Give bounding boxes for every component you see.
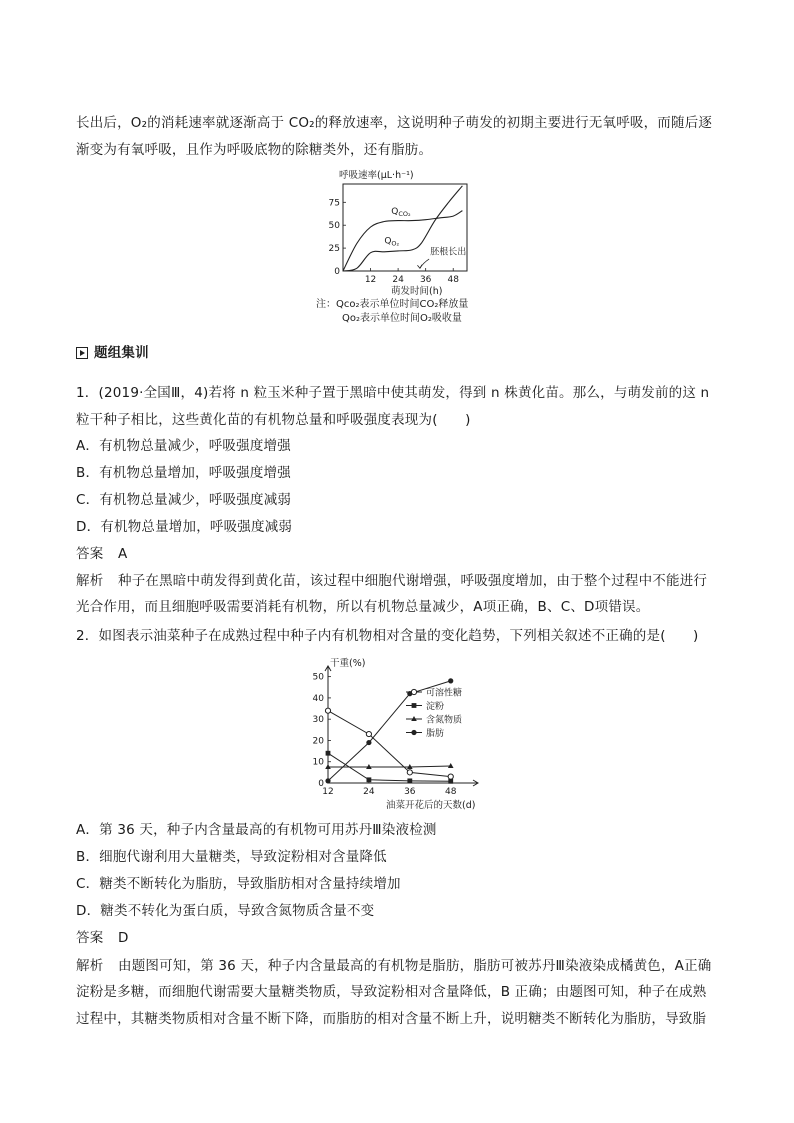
section-title: 题组集训 — [94, 345, 149, 361]
chart2-point-0-0 — [325, 708, 330, 713]
respiration-rate-chart — [325, 166, 475, 300]
chart2-point-3-0 — [325, 778, 330, 783]
chart1-xtick-label: 48 — [447, 275, 459, 285]
q1-option-b: B．有机物总量增加，呼吸强度增强 — [76, 465, 291, 481]
annotation-arrow — [420, 259, 429, 268]
legend-marker-3 — [411, 730, 416, 735]
chart2-xtick-label: 24 — [363, 787, 375, 797]
chart1-ytick-label: 75 — [328, 198, 340, 209]
legend-label-1: 淀粉 — [426, 702, 445, 712]
chart1-xtick-label: 12 — [364, 275, 377, 285]
chart1-xtick-label: 36 — [419, 275, 432, 285]
chart2-point-0-3 — [448, 774, 453, 779]
q1-analysis-label: 解析 — [76, 573, 104, 589]
chart2-xtick-label: 48 — [445, 787, 457, 797]
chart1-ylabel: 呼吸速率(μL·h⁻¹) — [339, 170, 414, 181]
chart2-point-1-0 — [326, 751, 331, 756]
qco2-label: $Q_{CO_2}$ — [391, 207, 411, 219]
legend-marker-1 — [412, 703, 417, 708]
chart2-ylabel: 干重(%) — [330, 658, 366, 669]
q2-option-d: D．糖类不转化为蛋白质，导致含氮物质含量不变 — [76, 903, 375, 919]
chart2-point-0-2 — [407, 770, 412, 775]
chart1-ytick-label: 0 — [334, 267, 340, 277]
chart2-point-1-1 — [367, 777, 372, 782]
chart2-xtick-label: 36 — [404, 787, 416, 797]
chart2-ytick-label: 50 — [312, 672, 324, 683]
qco2-curve — [343, 211, 462, 271]
chart2-point-0-1 — [366, 731, 371, 736]
chart2-point-1-2 — [407, 778, 412, 783]
chart1-ytick-label: 50 — [328, 221, 340, 232]
chart2-ytick-label: 10 — [312, 757, 324, 768]
q1-answer: A — [118, 546, 128, 562]
qo2-label: $Q_{O_2}$ — [384, 236, 400, 248]
q2-option-b: B．细胞代谢利用大量糖类，导致淀粉相对含量降低 — [76, 849, 387, 865]
chart1-note-2: Qo₂表示单位时间O₂吸收量 — [342, 313, 462, 324]
q2-analysis-line-3: 过程中，其糖类物质相对含量不断下降，而脂肪的相对含量不断上升，说明糖类不断转化为脂肪，导致脂 — [76, 1011, 707, 1027]
q2-analysis-line-2: 淀粉是多糖，而细胞代谢需要大量糖类物质，导致淀粉相对含量降低，B 正确；由题图可知，种子在成熟 — [76, 984, 707, 1000]
qo2-label-sub: O₂ — [391, 239, 400, 248]
legend-label-2: 含氮物质 — [426, 715, 463, 726]
q2-stem: 2．如图表示油菜种子在成熟过程中种子内有机物相对含量的变化趋势，下列相关叙述不正确的是( ) — [76, 628, 699, 644]
q2-answer-label: 答案 — [76, 930, 104, 946]
chart1-frame — [343, 184, 467, 271]
intro-line-1: 长出后，O₂的消耗速率就逐渐高于 CO₂的释放速率，这说明种子萌发的初期主要进行无氧呼吸，而随后逐 — [76, 115, 713, 131]
organic-matter-chart — [308, 652, 488, 812]
legend-label-0: 可溶性糖 — [426, 688, 463, 699]
q1-analysis-line-1: 种子在黑暗中萌发得到黄化苗，该过程中细胞代谢增强，呼吸强度增加，由于整个过程中不能进行 — [118, 573, 708, 589]
chart2-xtick-label: 12 — [322, 787, 334, 797]
chart2-ytick-label: 30 — [312, 715, 324, 726]
chart1-ytick-label: 25 — [328, 244, 340, 255]
q2-analysis-line-1: 由题图可知，第 36 天，种子内含量最高的有机物是脂肪，脂肪可被苏丹Ⅲ染液染成橘黄色，A正确 — [118, 958, 712, 974]
q1-option-d: D．有机物总量增加，呼吸强度减弱 — [76, 519, 293, 535]
chart2-ytick-label: 40 — [312, 693, 324, 704]
annotation-arrow-head — [417, 265, 422, 269]
qco2-label-sub: CO₂ — [398, 210, 411, 219]
qo2-curve — [343, 186, 462, 271]
q1-analysis-line-2: 光合作用，而且细胞呼吸需要消耗有机物，所以有机物总量减少，A项正确，B、C、D项错误。 — [76, 599, 650, 615]
radicle-annotation: 胚根长出 — [430, 247, 467, 258]
q2-answer: D — [118, 930, 129, 946]
q1-option-c: C．有机物总量减少，呼吸强度减弱 — [76, 492, 292, 508]
chart2-series-line-2 — [328, 766, 451, 767]
legend-marker-0 — [411, 689, 416, 694]
q2-option-c: C．糖类不断转化为脂肪，导致脂肪相对含量持续增加 — [76, 876, 401, 892]
q1-option-a: A．有机物总量减少，呼吸强度增强 — [76, 438, 291, 454]
chart2-ytick-label: 0 — [318, 779, 324, 789]
chart2-xlabel: 油菜开花后的天数(d) — [386, 800, 476, 811]
chart2-point-3-3 — [448, 678, 453, 683]
chart1-xtick-label: 24 — [392, 275, 404, 285]
q1-answer-label: 答案 — [76, 546, 104, 562]
q2-analysis-label: 解析 — [76, 958, 104, 974]
chart1-xlabel: 萌发时间(h) — [391, 286, 443, 297]
section-play-icon — [76, 347, 88, 359]
chart1-note-1: 注：Qco₂表示单位时间CO₂释放量 — [316, 299, 469, 310]
q1-stem-line-2: 粒干种子相比，这些黄化苗的有机物总量和呼吸强度表现为( ) — [76, 412, 471, 428]
chart2-point-3-1 — [366, 740, 371, 745]
q2-option-a: A．第 36 天，种子内含量最高的有机物可用苏丹Ⅲ染液检测 — [76, 822, 437, 838]
chart2-ytick-label: 20 — [312, 736, 324, 747]
q1-stem-line-1: 1．(2019·全国Ⅲ，4)若将 n 粒玉米种子置于黑暗中使其萌发，得到 n 株黄化苗。那么，与萌发前的这 n — [76, 385, 710, 401]
legend-label-3: 脂肪 — [426, 729, 445, 739]
chart2-point-1-3 — [448, 779, 453, 784]
chart2-point-2-3 — [448, 763, 454, 768]
intro-line-2: 渐变为有氧呼吸，且作为呼吸底物的除糖类外，还有脂肪。 — [76, 142, 433, 158]
